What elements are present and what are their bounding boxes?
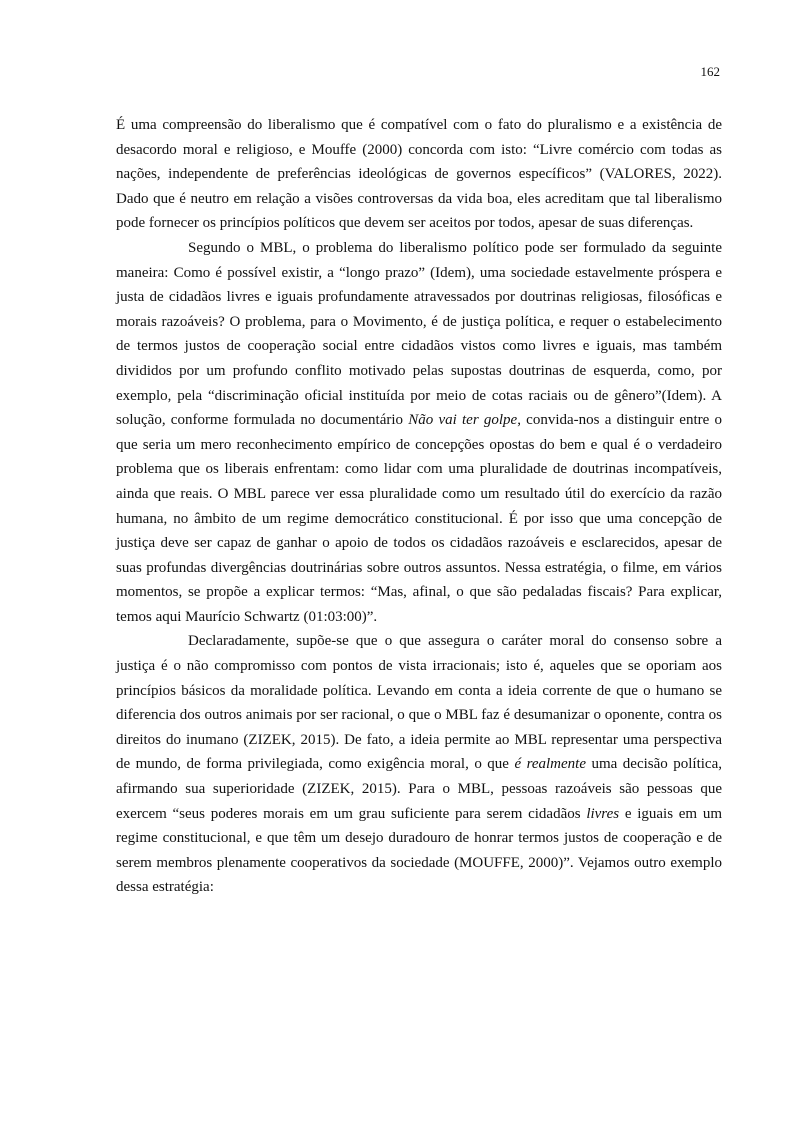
body-text bbox=[116, 113, 722, 900]
text-segment: , convida-nos a distinguir entre o que seria um mero reconhecimento empírico de concepções opostas do bem e qual é o verdadeiro problema que os liberais enfrentam: como lidar com uma pluralidade de doutrinas incompatíveis, ainda que reais. O MBL parece ver essa pluralidade como um resultado útil do exercício da razão humana, no âmbito de um regime democrático constitucional. É por isso que uma concepção de justiça deve ser capaz de ganhar o apoio de todos os cidadãos razoáveis e esclarecidos, apesar de suas profundas divergências doutrinárias sobre outros assuntos. Nessa estratégia, o filme, em vários momentos, se propõe a explicar termos: “Mas, afinal, o que são pedaladas fiscais? Para explicar, temos aqui Maurício Schwartz (01:03:00)”. bbox=[116, 412, 722, 625]
page-number: 162 bbox=[700, 64, 720, 79]
text-segment: Declaradamente, supõe-se que o que assegura o caráter moral do consenso sobre a justiça é o não compromisso com pontos de vista irracionais; isto é, aqueles que se oporiam aos princípios básicos da moralidade política. Levando em conta a ideia corrente de que o humano se diferencia dos outros animais por ser racional, o que o MBL faz é desumanizar o oponente, contra os direitos do inumano (ZIZEK, 2015). De fato, a ideia permite ao MBL representar uma perspectiva de mundo, de forma privilegiada, como exigência moral, o que bbox=[116, 633, 722, 773]
text-segment: uma decisão política, afirmando sua superioridade (ZIZEK, 2015). Para o MBL, pessoas razoáveis são pessoas que exercem “seus poderes morais em um grau suficiente para serem cidadãos bbox=[116, 756, 722, 822]
emphasis: livres bbox=[586, 805, 620, 822]
text-segment: É uma compreensão do liberalismo que é compatível com o fato do pluralismo e a existência de desacordo moral e religioso, e Mouffe (2000) concorda com isto: “Livre comércio com todas as nações, independente de preferências ideológicas de governos específicos” (VALORES, 2022). Dado que é neutro em relação a visões controversas da vida boa, eles acreditam que tal liberalismo pode fornecer os princípios políticos que devem ser aceitos por todos, apesar de suas diferenças. bbox=[116, 117, 722, 232]
emphasis: é realmente bbox=[514, 756, 586, 773]
paragraph bbox=[116, 629, 722, 900]
paragraph bbox=[116, 236, 722, 630]
paragraph bbox=[116, 113, 722, 236]
text-segment: e iguais em um regime constitucional, e que têm um desejo duradouro de honrar termos justos de cooperação e de serem membros plenamente cooperativos da sociedade (MOUFFE, 2000)”. Vejamos outro exemplo dessa estratégia: bbox=[116, 805, 722, 896]
film-title: Não vai ter golpe bbox=[408, 412, 518, 429]
text-segment: Segundo o MBL, o problema do liberalismo político pode ser formulado da seguinte maneira: Como é possível existir, a “longo prazo” (Idem), uma sociedade estavelmente próspera e justa de cidadãos livres e iguais profundamente atravessados por doutrinas religiosas, filosóficas e morais razoáveis? O problema, para o Movimento, é de justiça política, e requer o estabelecimento de termos justos de cooperação social entre cidadãos vistos como livres e iguais, mas também divididos por um profundo conflito motivado pelas supostas doutrinas de esquerda, como, por exemplo, pela “discriminação oficial instituída por meio de cotas raciais ou de gênero”(Idem). A solução, conforme formulada no documentário bbox=[116, 239, 722, 429]
